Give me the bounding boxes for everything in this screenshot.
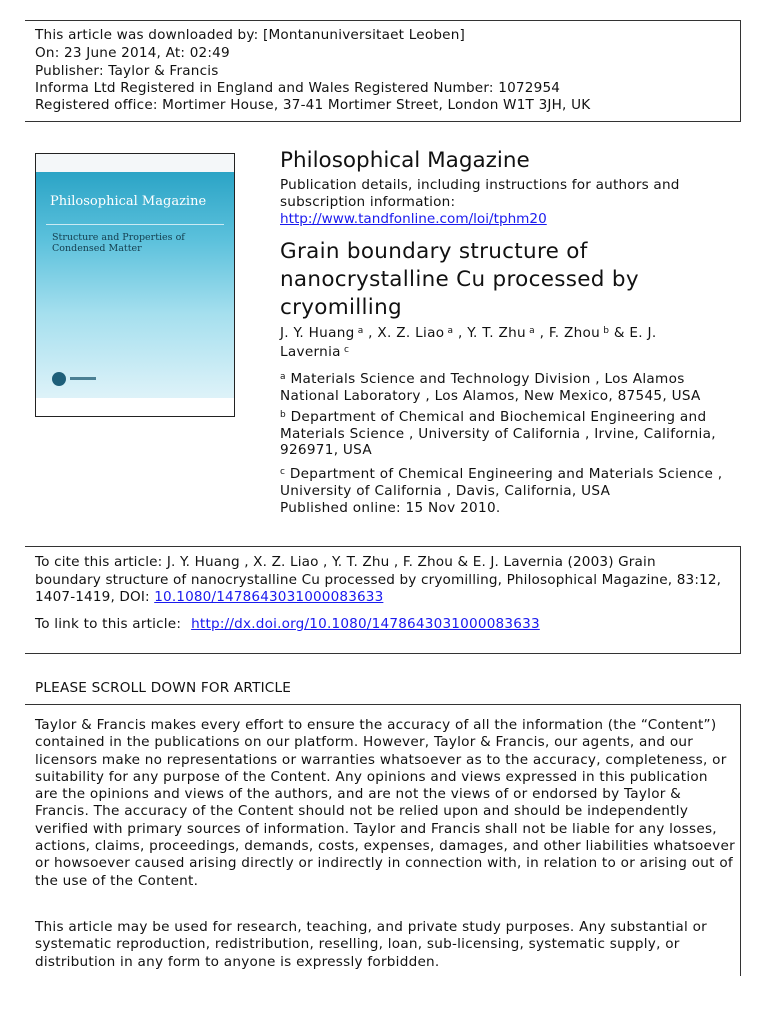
link-to-article: To link to this article: http://dx.doi.org/10.1080/1478643031000083633 bbox=[35, 616, 540, 632]
registration-line: Informa Ltd Registered in England and Wales Registered Number: 1072954 bbox=[35, 80, 561, 96]
citation-box bbox=[25, 546, 741, 654]
author-list: J. Y. Huang $^a$ , X. Z. Liao $^a$ , Y. T. Zhu $^a$ , F. Zhou $^b$ & E. J. Lavernia $^c$ bbox=[280, 325, 657, 360]
doi-url-link[interactable]: http://dx.doi.org/10.1080/1478643031000083633 bbox=[191, 616, 540, 632]
disclaimer-box bbox=[25, 704, 741, 976]
author-name: Y. T. Zhu bbox=[467, 325, 526, 341]
author-affiliation-marker: c bbox=[340, 345, 350, 355]
author-affiliation-marker: b bbox=[600, 326, 610, 336]
journal-title: Philosophical Magazine bbox=[280, 148, 530, 173]
journal-cover-image bbox=[35, 153, 235, 417]
download-date-line: On: 23 June 2014, At: 02:49 bbox=[35, 45, 230, 61]
publisher-logo-icon bbox=[52, 372, 66, 386]
disclaimer-paragraph-1: Taylor & Francis makes every effort to ensure the accuracy of all the information (the “Content”) contained in the publications on our platform. However, Taylor & Francis, our agents, and our licensors make no representations or warranties whatsoever as to the accuracy, completeness, or suitability for any purpose of the Content. Any opinions and views expressed in this publication are the opinions and views of the authors, and are not the views of or endorsed by Taylor & Francis. The accuracy of the Content should not be relied upon and should be independently verified with primary sources of information. Taylor and Francis shall not be liable for any losses, actions, claims, proceedings, demands, costs, expenses, damages, and other liabilities whatsoever or howsoever caused arising directly or indirectly in connection with, in relation to or arising out of the use of the Content. bbox=[35, 717, 735, 889]
disclaimer-paragraph-2: This article may be used for research, teaching, and private study purposes. Any substantial or systematic reproduction, redistribution, reselling, loan, sub-licensing, systematic supply, or distribution in any form to anyone is expressly forbidden. bbox=[35, 919, 707, 970]
download-source-line: This article was downloaded by: [Montanuniversitaet Leoben] bbox=[35, 27, 466, 43]
cover-subtitle: Structure and Properties of Condensed Matter bbox=[52, 232, 185, 254]
publisher-line: Publisher: Taylor & Francis bbox=[35, 63, 219, 79]
scroll-notice: PLEASE SCROLL DOWN FOR ARTICLE bbox=[35, 680, 292, 696]
affiliation-c: $^c$ Department of Chemical Engineering and Materials Science , University of California , Davis, California, USA bbox=[280, 466, 723, 499]
affiliation-b: $^b$ Department of Chemical and Biochemical Engineering and Materials Science , University of California , Irvine, California, 926971, USA bbox=[280, 409, 716, 458]
citation-text: To cite this article: J. Y. Huang , X. Z. Liao , Y. T. Zhu , F. Zhou & E. J. Lavernia (2003) Grain boundary structure of nanocrystalline Cu processed by cryomilling, Philosophical Magazine, 83:12, 1407-1419, DOI: 10.1080/1478643031000083633 bbox=[35, 554, 722, 605]
download-notice-box bbox=[25, 20, 741, 122]
published-date: Published online: 15 Nov 2010. bbox=[280, 500, 501, 516]
cover-journal-name: Philosophical Magazine bbox=[50, 194, 207, 209]
author-affiliation-marker: a bbox=[354, 326, 364, 336]
article-title: Grain boundary structure of nanocrystalline Cu processed by cryomilling bbox=[280, 239, 639, 320]
journal-url-link[interactable]: http://www.tandfonline.com/loi/tphm20 bbox=[280, 211, 547, 227]
registered-office-line: Registered office: Mortimer House, 37-41 Mortimer Street, London W1T 3JH, UK bbox=[35, 97, 591, 113]
doi-link[interactable]: 10.1080/1478643031000083633 bbox=[154, 589, 384, 605]
publication-details: Publication details, including instructions for authors and subscription information: bbox=[280, 177, 680, 210]
author-name: E. J. Lavernia bbox=[280, 325, 657, 360]
affiliation-a: $^a$ Materials Science and Technology Division , Los Alamos National Laboratory , Los Alamos, New Mexico, 87545, USA bbox=[280, 371, 701, 404]
author-affiliation-marker: a bbox=[444, 326, 454, 336]
author-name: X. Z. Liao bbox=[377, 325, 445, 341]
author-name: J. Y. Huang bbox=[280, 325, 355, 341]
cover-header bbox=[36, 154, 234, 172]
author-affiliation-marker: a bbox=[525, 326, 535, 336]
author-name: F. Zhou bbox=[548, 325, 601, 341]
